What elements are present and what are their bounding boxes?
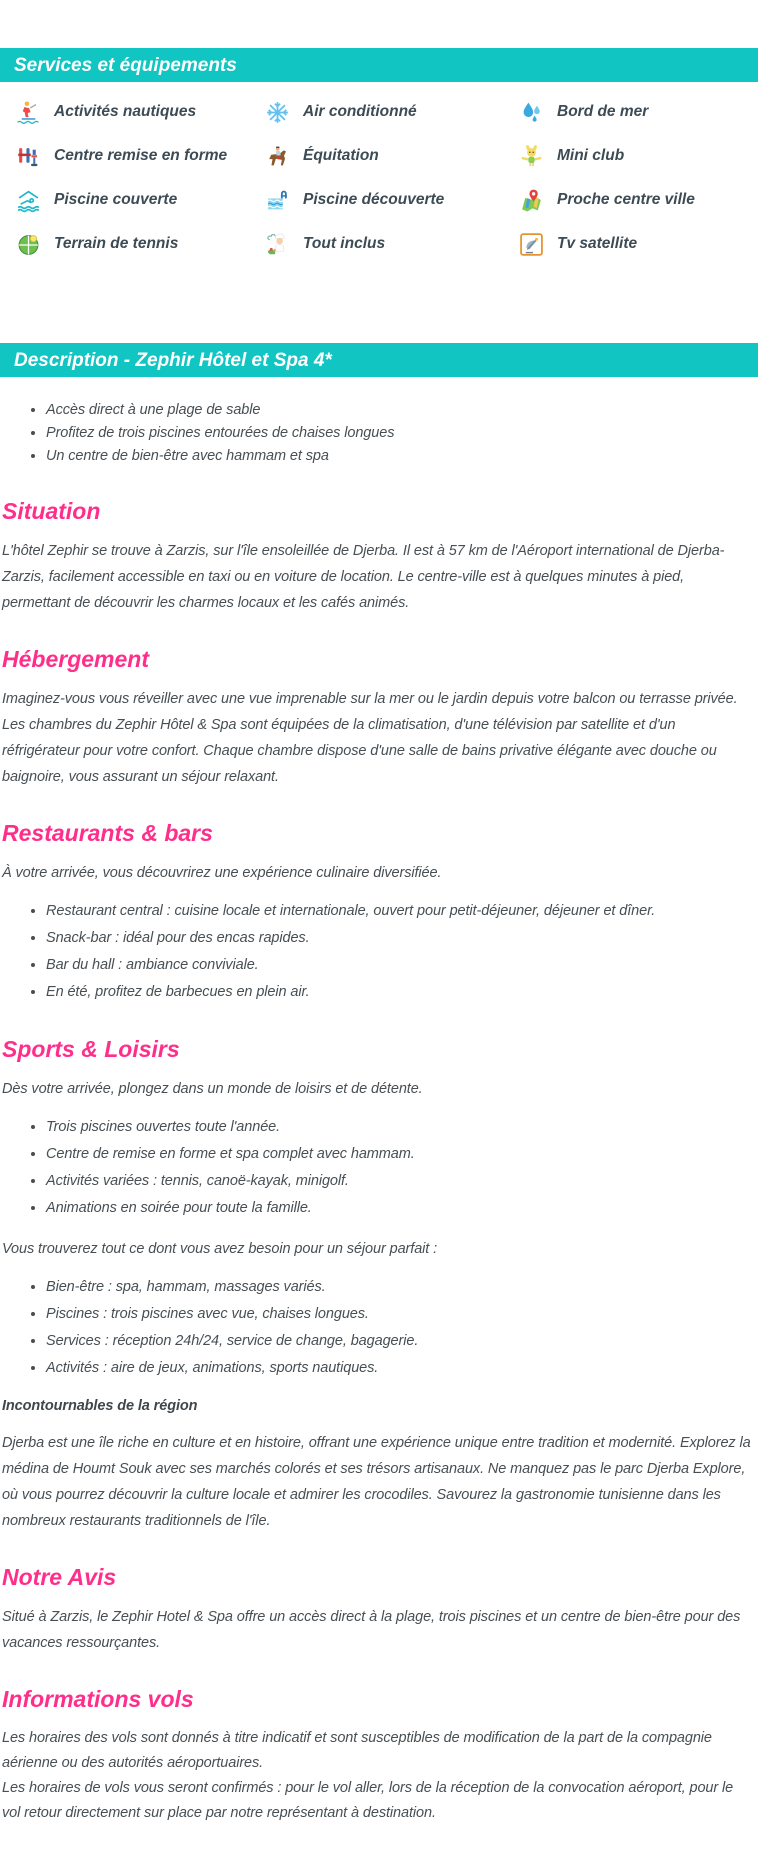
restaurant-item: • Snack-bar : idéal pour des encas rapides. xyxy=(46,925,752,952)
horse-riding-icon xyxy=(264,143,290,169)
service-item xyxy=(15,98,264,126)
description-content xyxy=(0,399,758,1826)
service-detail-item: • Activités : aire de jeux, animations, sports nautiques. xyxy=(46,1355,752,1382)
loisir-item: • Trois piscines ouvertes toute l'année. xyxy=(46,1114,752,1141)
vols-paragraph-1: Les horaires des vols sont donnés à titre indicatif et sont susceptibles de modification de la part de la compagnie aérienne ou des autorités aéroportuaires. xyxy=(2,1730,712,1771)
service-item xyxy=(518,98,758,126)
service-item xyxy=(264,98,518,126)
highlight-item: • Un centre de bien-être avec hammam et spa xyxy=(46,445,752,468)
service-item-label: Équitation xyxy=(303,147,379,164)
sports-heading: Sports & Loisirs xyxy=(2,1036,180,1062)
service-item xyxy=(264,230,518,258)
satellite-tv-icon xyxy=(518,231,544,257)
highlight-item: • Profitez de trois piscines entourées de chaises longues xyxy=(46,422,752,445)
restaurant-item: • En été, profitez de barbecues en plein air. xyxy=(46,979,752,1006)
service-item-label: Activités nautiques xyxy=(54,103,197,120)
service-item-label: Centre remise en forme xyxy=(54,147,228,164)
vols-paragraph-2: Les horaires de vols vous seront confirmés : pour le vol aller, lors de la réception de la convocation aéroport, pour le vol retour directement sur place par notre représentant à destination. xyxy=(2,1780,734,1821)
restaurants-heading: Restaurants & bars xyxy=(2,820,213,846)
tennis-icon xyxy=(15,231,41,257)
description-section-title: Description - Zephir Hôtel et Spa 4* xyxy=(14,350,332,371)
service-item-label: Air conditionné xyxy=(303,103,417,120)
service-item-label: Terrain de tennis xyxy=(54,235,179,252)
avis-heading: Notre Avis xyxy=(2,1564,117,1590)
service-item-label: Tv satellite xyxy=(557,235,638,252)
hotel-description-page xyxy=(0,48,758,1826)
service-detail-item: • Piscines : trois piscines avec vue, chaises longues. xyxy=(46,1301,752,1328)
service-item-label: Piscine découverte xyxy=(303,191,445,208)
service-item xyxy=(264,142,518,170)
hebergement-paragraph: Imaginez-vous vous réveiller avec une vue imprenable sur la mer ou le jardin depuis votre balcon ou terrasse privée. Les chambres du Zephir Hôtel & Spa sont équipées de la climatisation, d'une télévision par satellite et d'un réfrigérateur pour votre confort. Chaque chambre dispose d'une salle de bains privative élégante avec douche ou baignoire, vous assurant un séjour relaxant. xyxy=(2,691,738,785)
service-item-label: Proche centre ville xyxy=(557,191,695,208)
service-item-label: Mini club xyxy=(557,147,625,164)
sports-loisirs-list xyxy=(2,1114,752,1222)
avis-paragraph: Situé à Zarzis, le Zephir Hotel & Spa offre un accès direct à la plage, trois piscines et un centre de bien-être pour des vacances ressourçantes. xyxy=(2,1609,741,1651)
sports-middle-text: Vous trouverez tout ce dont vous avez besoin pour un séjour parfait : xyxy=(2,1241,438,1257)
service-item-label: Piscine couverte xyxy=(54,191,178,208)
service-item xyxy=(15,186,264,214)
sports-services-list xyxy=(2,1274,752,1382)
situation-heading: Situation xyxy=(2,498,101,524)
all-inclusive-icon xyxy=(264,231,290,257)
service-item xyxy=(518,230,758,258)
highlights-list xyxy=(2,399,752,468)
outdoor-pool-icon xyxy=(264,187,290,213)
water-drops-icon xyxy=(518,99,544,125)
services-grid xyxy=(15,98,758,258)
services-section-header xyxy=(0,48,758,82)
service-item xyxy=(264,186,518,214)
region-subheading: Incontournables de la région xyxy=(2,1398,198,1414)
service-item-label: Bord de mer xyxy=(557,103,649,120)
map-pin-icon xyxy=(518,187,544,213)
water-ski-icon xyxy=(15,99,41,125)
services-section-title: Services et équipements xyxy=(14,55,237,76)
service-detail-item: • Services : réception 24h/24, service de change, bagagerie. xyxy=(46,1328,752,1355)
kid-icon xyxy=(518,143,544,169)
vols-heading: Informations vols xyxy=(2,1686,194,1712)
region-paragraph: Djerba est une île riche en culture et en histoire, offrant une expérience unique entre tradition et modernité. Explorez la médina de Houmt Souk avec ses marchés colorés et ses trésors artisanaux. Ne manquez pas le parc Djerba Explore, où vous pourrez découvrir la culture locale et admirer les crocodiles. Savourez la gastronomie tunisienne dans les nombreux restaurants traditionnels de l'île. xyxy=(2,1435,751,1529)
restaurant-item: • Bar du hall : ambiance conviviale. xyxy=(46,952,752,979)
description-section-header xyxy=(0,343,758,377)
service-item xyxy=(518,142,758,170)
snowflake-icon xyxy=(264,99,290,125)
loisir-item: • Centre de remise en forme et spa complet avec hammam. xyxy=(46,1141,752,1168)
restaurant-item: • Restaurant central : cuisine locale et internationale, ouvert pour petit-déjeuner, déjeuner et dîner. xyxy=(46,898,752,925)
restaurants-intro: À votre arrivée, vous découvrirez une expérience culinaire diversifiée. xyxy=(2,865,442,881)
service-item xyxy=(15,142,264,170)
service-item xyxy=(518,186,758,214)
loisir-item: • Activités variées : tennis, canoë-kayak, minigolf. xyxy=(46,1168,752,1195)
situation-paragraph: L'hôtel Zephir se trouve à Zarzis, sur l'île ensoleillée de Djerba. Il est à 57 km de l'Aéroport international de Djerba-Zarzis, facilement accessible en taxi ou en voiture de location. Le centre-ville est à quelques minutes à pied, permettant de découvrir les charmes locaux et les cafés animés. xyxy=(2,543,725,611)
gym-icon xyxy=(15,143,41,169)
hebergement-heading: Hébergement xyxy=(2,646,149,672)
restaurants-list xyxy=(2,898,752,1006)
indoor-pool-icon xyxy=(15,187,41,213)
loisir-item: • Animations en soirée pour toute la famille. xyxy=(46,1195,752,1222)
service-detail-item: • Bien-être : spa, hammam, massages variés. xyxy=(46,1274,752,1301)
highlight-item: • Accès direct à une plage de sable xyxy=(46,399,752,422)
service-item xyxy=(15,230,264,258)
sports-intro: Dès votre arrivée, plongez dans un monde de loisirs et de détente. xyxy=(2,1081,423,1097)
service-item-label: Tout inclus xyxy=(303,235,386,252)
